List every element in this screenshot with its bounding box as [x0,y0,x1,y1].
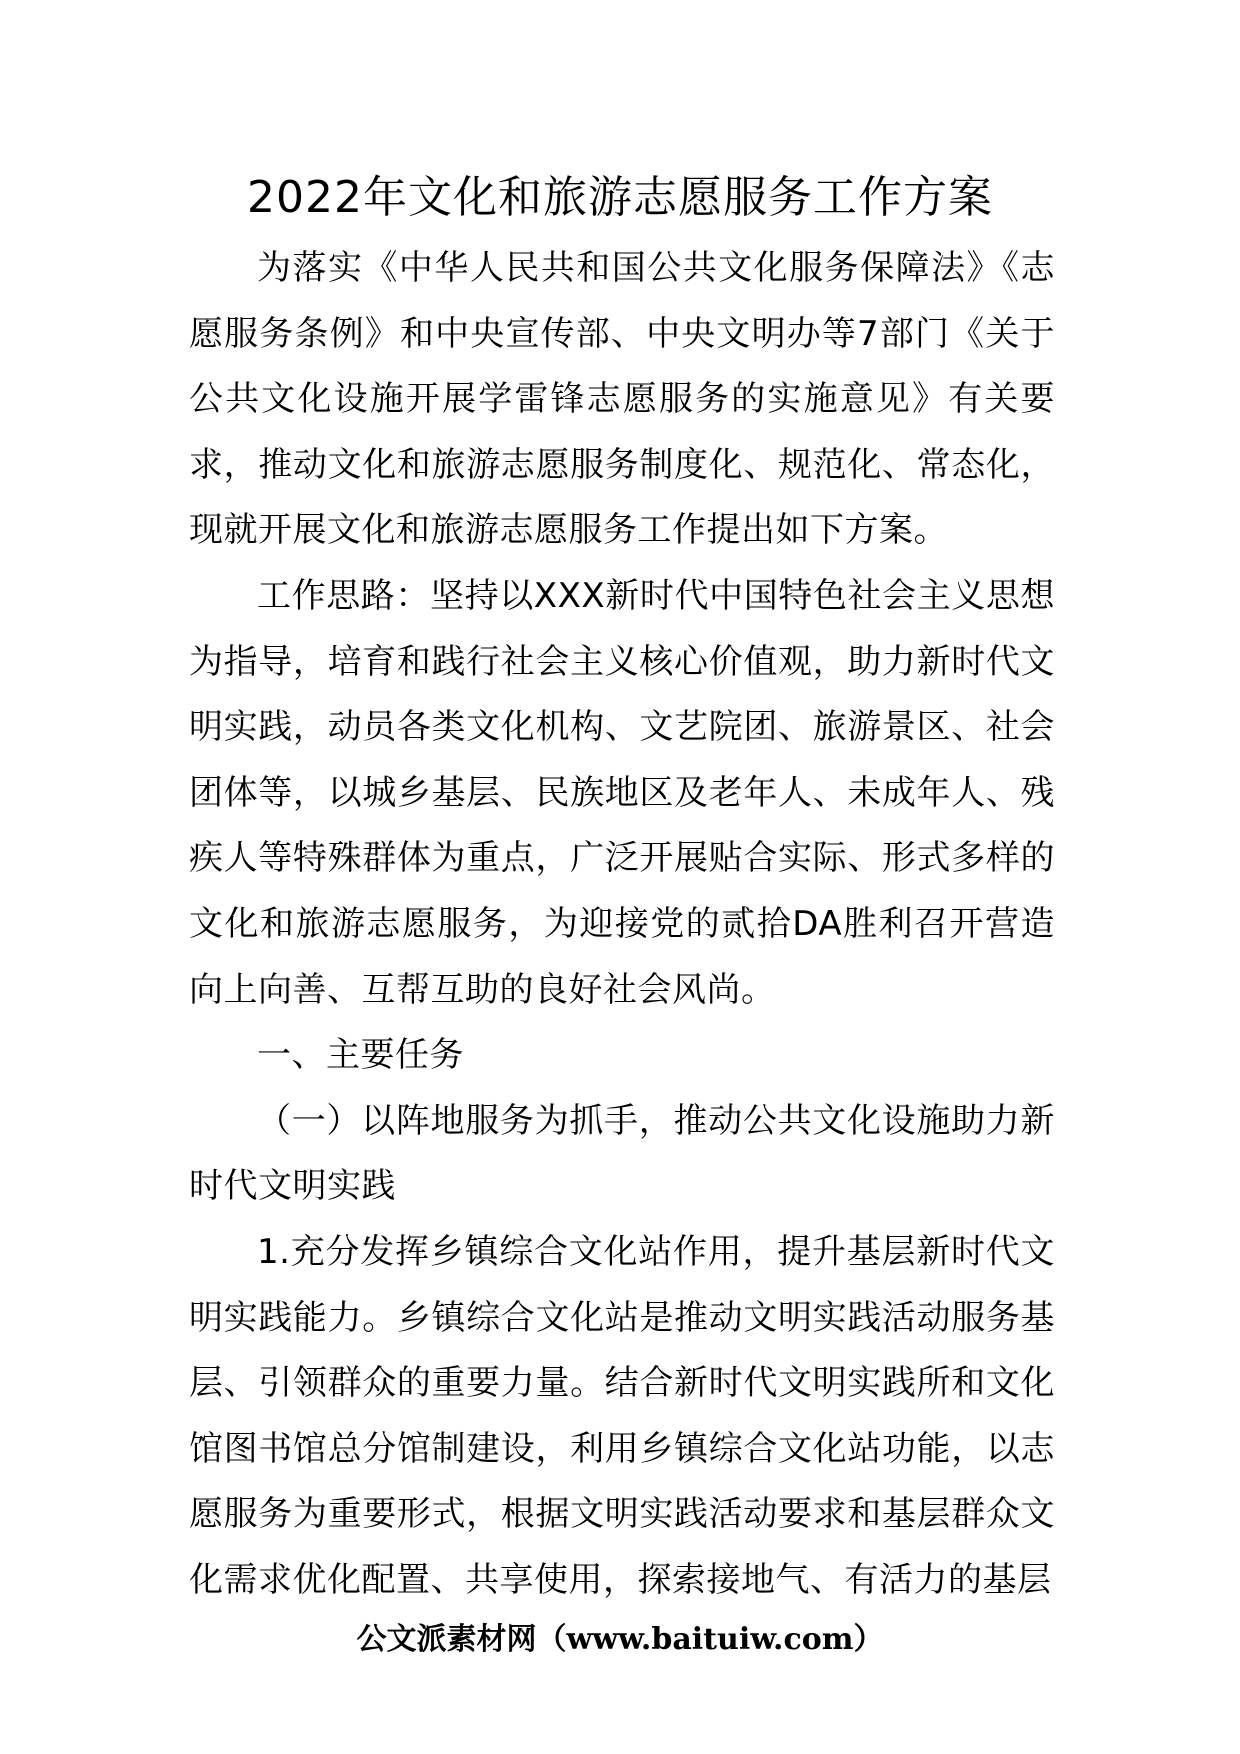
document-body [189,236,1055,1613]
footer-watermark: 公文派素材网（www.baituiw.com） [356,1622,884,1657]
subsection-heading-1: （一）以阵地服务为抓手，推动公共文化设施助力新时代文明实践 [189,1100,1055,1207]
paragraph-intro: 为落实《中华人民共和国公共文化服务保障法》《志愿服务条例》和中央宣传部、中央文明办等7部门《关于公共文化设施开展学雷锋志愿服务的实施意见》有关要求，推动文化和旅游志愿服务制度化、规范化、常态化，现就开展文化和旅游志愿服务工作提出如下方案。 [189,248,1055,551]
document-title: 2022年文化和旅游志愿服务工作方案 [247,172,993,223]
section-heading-main-tasks: 一、主要任务 [257,1035,464,1076]
paragraph-work-approach: 工作思路：坚持以XXX新时代中国特色社会主义思想为指导，培育和践行社会主义核心价值观，助力新时代文明实践，动员各类文化机构、文艺院团、旅游景区、社会团体等，以城乡基层、民族地区及老年人、未成年人、残疾人等特殊群体为重点，广泛开展贴合实际、形式多样的文化和旅游志愿服务，为迎接党的贰拾DA胜利召开营造向上向善、互帮互助的良好社会风尚。 [189,575,1055,1010]
paragraph-item-1: 1.充分发挥乡镇综合文化站作用，提升基层新时代文明实践能力。乡镇综合文化站是推动文明实践活动服务基层、引领群众的重要力量。结合新时代文明实践所和文化馆图书馆总分馆制建设，利用乡镇综合文化站功能，以志愿服务为重要形式，根据文明实践活动要求和基层群众文化需求优化配置、共享使用，探索接地气、有活力的基层 [189,1231,1055,1600]
